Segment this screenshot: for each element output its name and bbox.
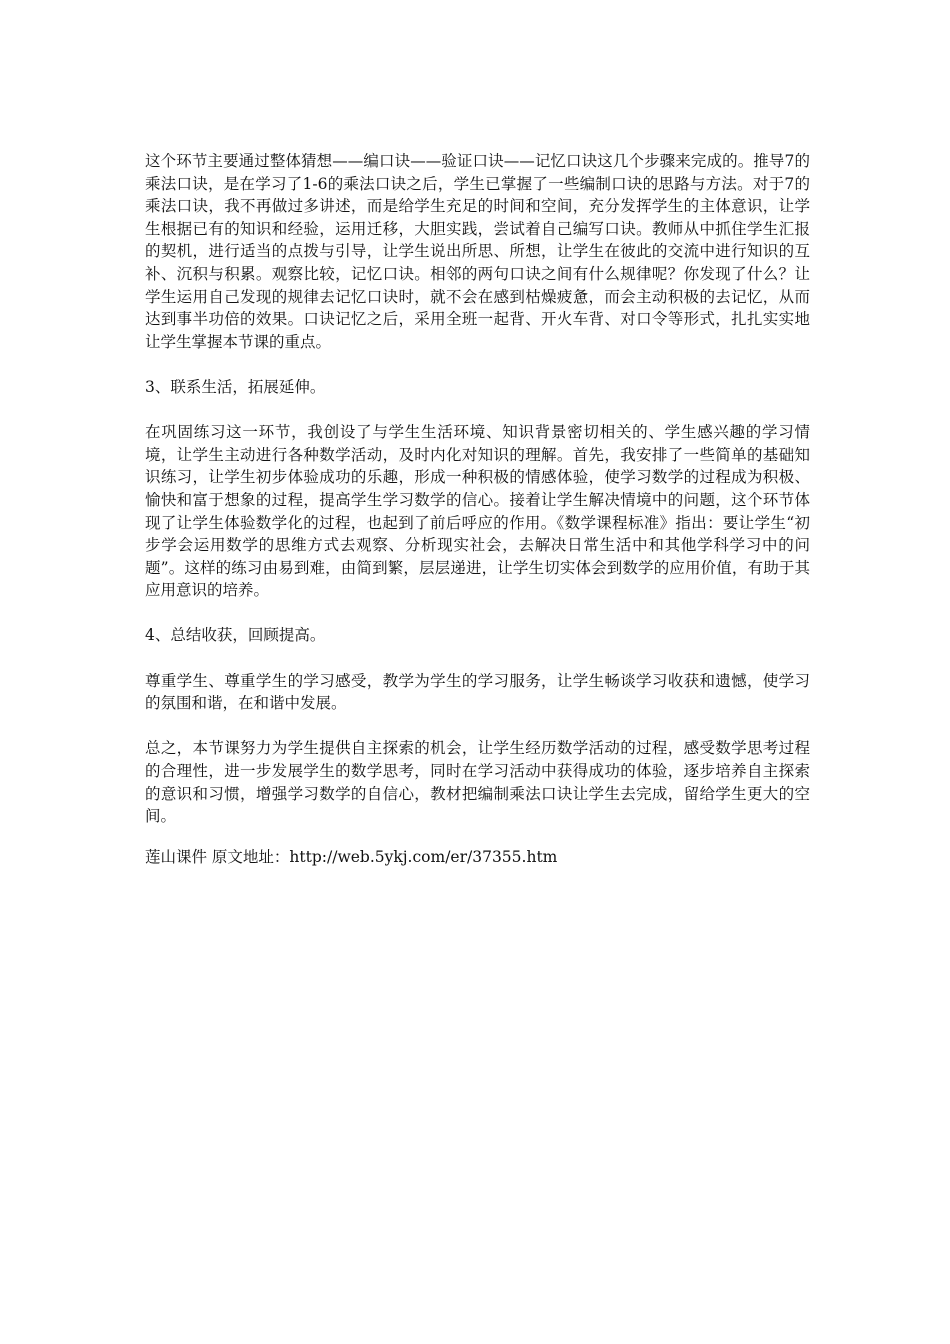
section-heading-3: 3、联系生活，拓展延伸。 (145, 377, 326, 396)
section-heading-4: 4、总结收获，回顾提高。 (145, 626, 326, 645)
paragraph-practice: 在巩固练习这一环节，我创设了与学生生活环境、知识背景密切相关的、学生感兴趣的学习情境，让学生主动进行各种数学活动，及时内化对知识的理解。首先，我安排了一些简单的基础知识练习，让学生初步体验成功的乐趣，形成一种积极的情感体验，使学习数学的过程成为积极、愉快和富于想象的过程，提高学生学习数学的信心。接着让学生解决情境中的问题，这个环节体现了让学生体验数学化的过程，也起到了前后呼应的作用。《数学课程标准》指出：要让学生“初步学会运用数学的思维方式去观察、分析现实社会，去解决日常生活中和其他学科学习中的问题”。这样的练习由易到难，由简到繁，层层递进，让学生切实体会到数学的应用价值，有助于其应用意识的培养。 (145, 423, 810, 600)
document-body (145, 150, 810, 891)
source-line: 莲山课件 原文地址：http://web.5ykj.com/er/37355.htm (145, 847, 558, 866)
paragraph-memorize-formula: 这个环节主要通过整体猜想——编口诀——验证口诀——记忆口诀这几个步骤来完成的。推导7的乘法口诀，是在学习了1-6的乘法口诀之后，学生已掌握了一些编制口诀的思路与方法。对于7的乘法口诀，我不再做过多讲述，而是给学生充足的时间和空间，充分发挥学生的主体意识，让学生根据已有的知识和经验，运用迁移，大胆实践，尝试着自己编写口诀。教师从中抓住学生汇报的契机，进行适当的点拨与引导，让学生说出所思、所想，让学生在彼此的交流中进行知识的互补、沉积与积累。观察比较，记忆口诀。相邻的两句口诀之间有什么规律呢？你发现了什么？让学生运用自己发现的规律去记忆口诀时，就不会在感到枯燥疲惫，而会主动积极的去记忆，从而达到事半功倍的效果。口诀记忆之后，采用全班一起背、开火车背、对口令等形式，扎扎实实地让学生掌握本节课的重点。 (145, 152, 810, 351)
paragraph-summary: 总之，本节课努力为学生提供自主探索的机会，让学生经历数学活动的过程，感受数学思考过程的合理性，进一步发展学生的数学思考，同时在学习活动中获得成功的体验，逐步培养自主探索的意识和习惯，增强学习数学的自信心，教材把编制乘法口诀让学生去完成，留给学生更大的空间。 (145, 739, 810, 826)
paragraph-respect-students: 尊重学生、尊重学生的学习感受，教学为学生的学习服务，让学生畅谈学习收获和遗憾，使学习的氛围和谐，在和谐中发展。 (145, 671, 810, 713)
